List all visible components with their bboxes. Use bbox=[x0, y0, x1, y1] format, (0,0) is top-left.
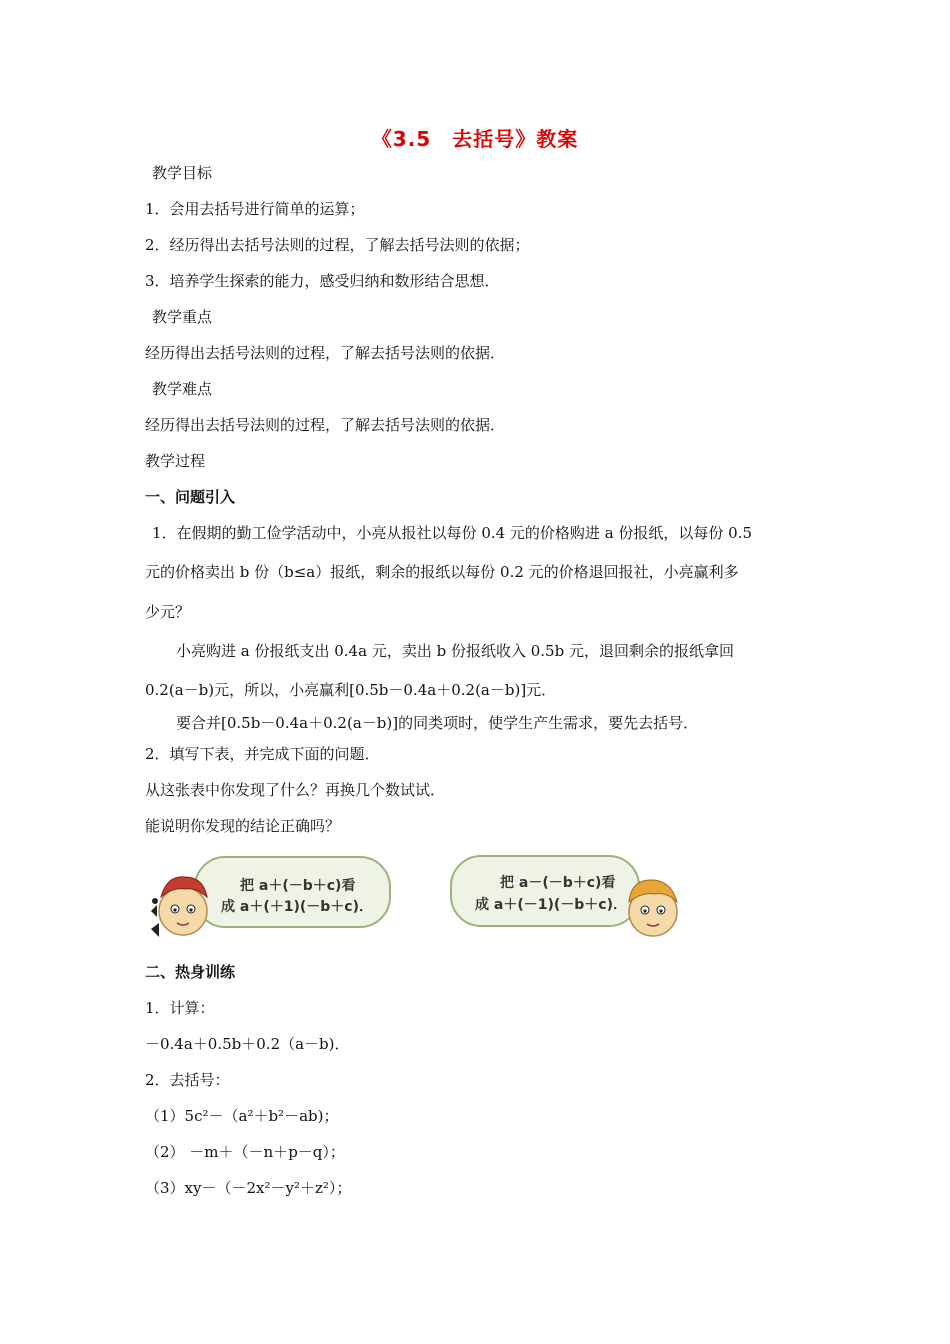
bubble-left-line-2: 成 a＋(＋1)(－b＋c)． bbox=[221, 899, 373, 915]
illustration-left bbox=[145, 853, 395, 943]
heading-key-points: 教学重点 bbox=[152, 308, 213, 326]
exercise-1-expression: －0.4a＋0.5b＋0.2（a－b)． bbox=[145, 1035, 350, 1053]
question-proof: 能说明你发现的结论正确吗？ bbox=[145, 817, 341, 835]
heading-objectives: 教学目标 bbox=[152, 164, 213, 182]
objective-1: 1．会用去括号进行简单的运算； bbox=[145, 200, 365, 218]
heading-difficulties: 教学难点 bbox=[152, 380, 213, 398]
problem-2: 2．填写下表，并完成下面的问题． bbox=[145, 745, 380, 763]
problem-1-line-1: 1．在假期的勤工俭学活动中，小亮从报社以每份 0.4 元的价格购进 a 份报纸，以每份 0.5 bbox=[152, 524, 753, 542]
section-1-heading: 一、问题引入 bbox=[145, 488, 236, 506]
answer-line-2: 0.2(a－b)元，所以，小亮赢利[0.5b－0.4a＋0.2(a－b)]元． bbox=[145, 681, 557, 699]
objective-2: 2．经历得出去括号法则的过程，了解去括号法则的依据； bbox=[145, 236, 530, 254]
key-points-text: 经历得出去括号法则的过程，了解去括号法则的依据． bbox=[145, 344, 506, 362]
problem-1-line-2: 元的价格卖出 b 份（b≤a）报纸，剩余的报纸以每份 0.2 元的价格退回报社，小亮赢利多 bbox=[145, 563, 739, 581]
exercise-2-item-3: （3）xy－（－2x²－y²＋z²）； bbox=[145, 1179, 352, 1197]
section-2-heading: 二、热身训练 bbox=[145, 963, 236, 981]
exercise-1-label: 1．计算： bbox=[145, 999, 215, 1017]
exercise-2-label: 2．去括号： bbox=[145, 1071, 230, 1089]
question-discovery: 从这张表中你发现了什么？再换几个数试试． bbox=[145, 781, 446, 799]
heading-process: 教学过程 bbox=[145, 452, 206, 470]
problem-1-line-3: 少元？ bbox=[145, 603, 191, 621]
bubble-left-line-1: 把 a＋(－b＋c)看 bbox=[240, 878, 356, 894]
exercise-2-item-2: （2） －m＋（－n＋p－q）； bbox=[145, 1143, 345, 1161]
illustration-right bbox=[445, 852, 695, 944]
answer-line-3: 要合并[0.5b－0.4a＋0.2(a－b)]的同类项时，使学生产生需求，要先去括号． bbox=[176, 714, 699, 732]
bubble-right-line-1: 把 a－(－b＋c)看 bbox=[500, 875, 616, 891]
objective-3: 3．培养学生探索的能力，感受归纳和数形结合思想． bbox=[145, 272, 500, 290]
answer-line-1: 小亮购进 a 份报纸支出 0.4a 元，卖出 b 份报纸收入 0.5b 元，退回剩余的报纸拿回 bbox=[176, 642, 734, 660]
bubble-right-line-2: 成 a＋(－1)(－b＋c)． bbox=[475, 897, 627, 913]
exercise-2-item-1: （1）5c²－（a²＋b²－ab)； bbox=[145, 1107, 339, 1125]
difficulties-text: 经历得出去括号法则的过程，了解去括号法则的依据． bbox=[145, 416, 506, 434]
document-title: 《3.5 去括号》教案 bbox=[371, 127, 579, 151]
